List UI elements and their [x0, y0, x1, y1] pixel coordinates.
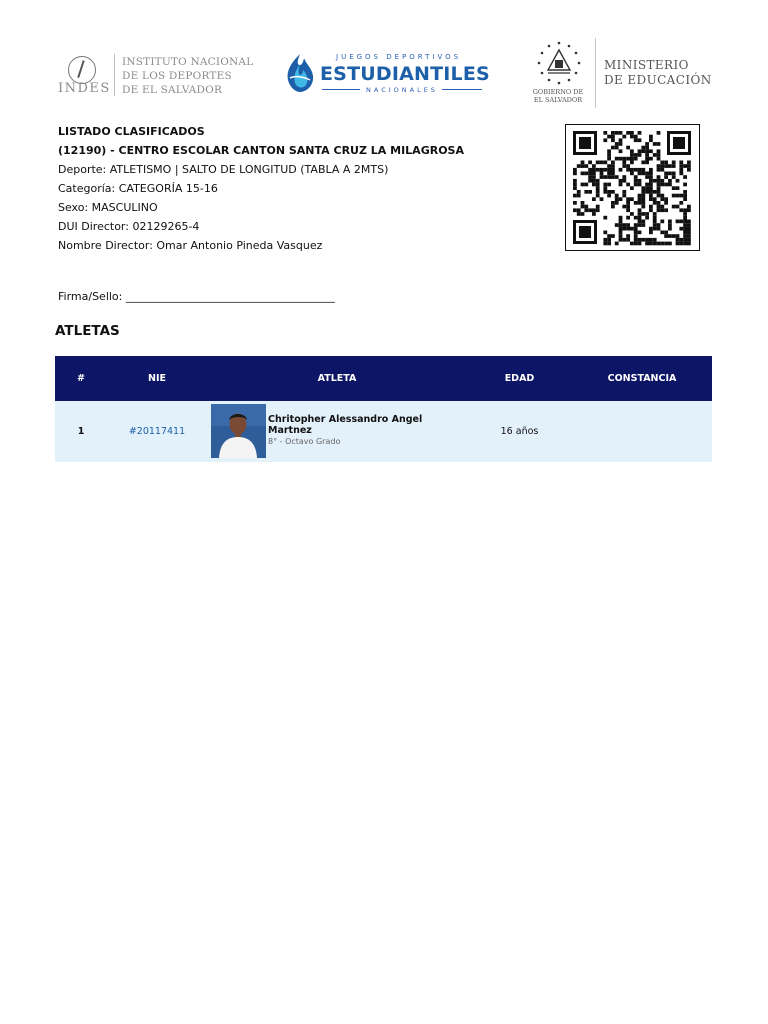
athlete-grade: 8° - Octavo Grado	[268, 437, 341, 446]
athlete-photo	[211, 404, 266, 458]
sport-line: Deporte: ATLETISMO | SALTO DE LONGITUD (TABLA A 2MTS)	[58, 163, 389, 176]
table-row	[55, 401, 712, 462]
document-title: LISTADO CLASIFICADOS	[58, 125, 205, 138]
director-line: Nombre Director: Omar Antonio Pineda Vasquez	[58, 239, 323, 252]
indes-wordmark: INDES	[58, 81, 111, 96]
juegos-top-text: JUEGOS DEPORTIVOS	[336, 53, 462, 61]
ministerio-educacion-logo: MINISTERIO DE EDUCACIÓN	[604, 58, 712, 87]
gobierno-logo	[528, 38, 598, 108]
row-number: 1	[77, 426, 85, 437]
column-header-constancia: CONSTANCIA	[607, 373, 677, 384]
nie-value: #20117411	[128, 426, 186, 437]
juegos-estudiantiles-logo	[282, 50, 488, 96]
column-header-nie: NIE	[148, 373, 166, 384]
age-value: 16 años	[500, 426, 539, 437]
sex-line: Sexo: MASCULINO	[58, 201, 158, 214]
juegos-sub-text: NACIONALES	[366, 86, 438, 94]
athlete-name: Chritopher Alessandro Angel Martnez	[268, 414, 423, 436]
info-block	[58, 122, 538, 255]
coat-of-arms-icon	[536, 40, 582, 86]
category-line: Categoría: CATEGORÍA 15-16	[58, 182, 218, 195]
section-title: ATLETAS	[55, 323, 120, 339]
column-header-edad: EDAD	[504, 373, 535, 384]
column-header-number: #	[77, 373, 85, 384]
dui-line: DUI Director: 02129265-4	[58, 220, 200, 233]
indes-name: INSTITUTO NACIONAL DE LOS DEPORTES DE EL SALVADOR	[122, 56, 254, 96]
indes-logo	[56, 52, 266, 100]
signature-line: Firma/Sello: ______________________________________	[58, 290, 335, 303]
column-header-atleta: ATLETA	[317, 373, 357, 384]
gobierno-text: GOBIERNO DE EL SALVADOR	[532, 88, 584, 104]
juegos-main-text: ESTUDIANTILES	[320, 63, 490, 85]
qr-code-icon	[565, 124, 700, 251]
flame-icon	[282, 52, 318, 94]
constancia-value	[572, 401, 712, 462]
table-header	[55, 356, 712, 401]
school-name: (12190) - CENTRO ESCOLAR CANTON SANTA CRUZ LA MILAGROSA	[58, 144, 464, 157]
